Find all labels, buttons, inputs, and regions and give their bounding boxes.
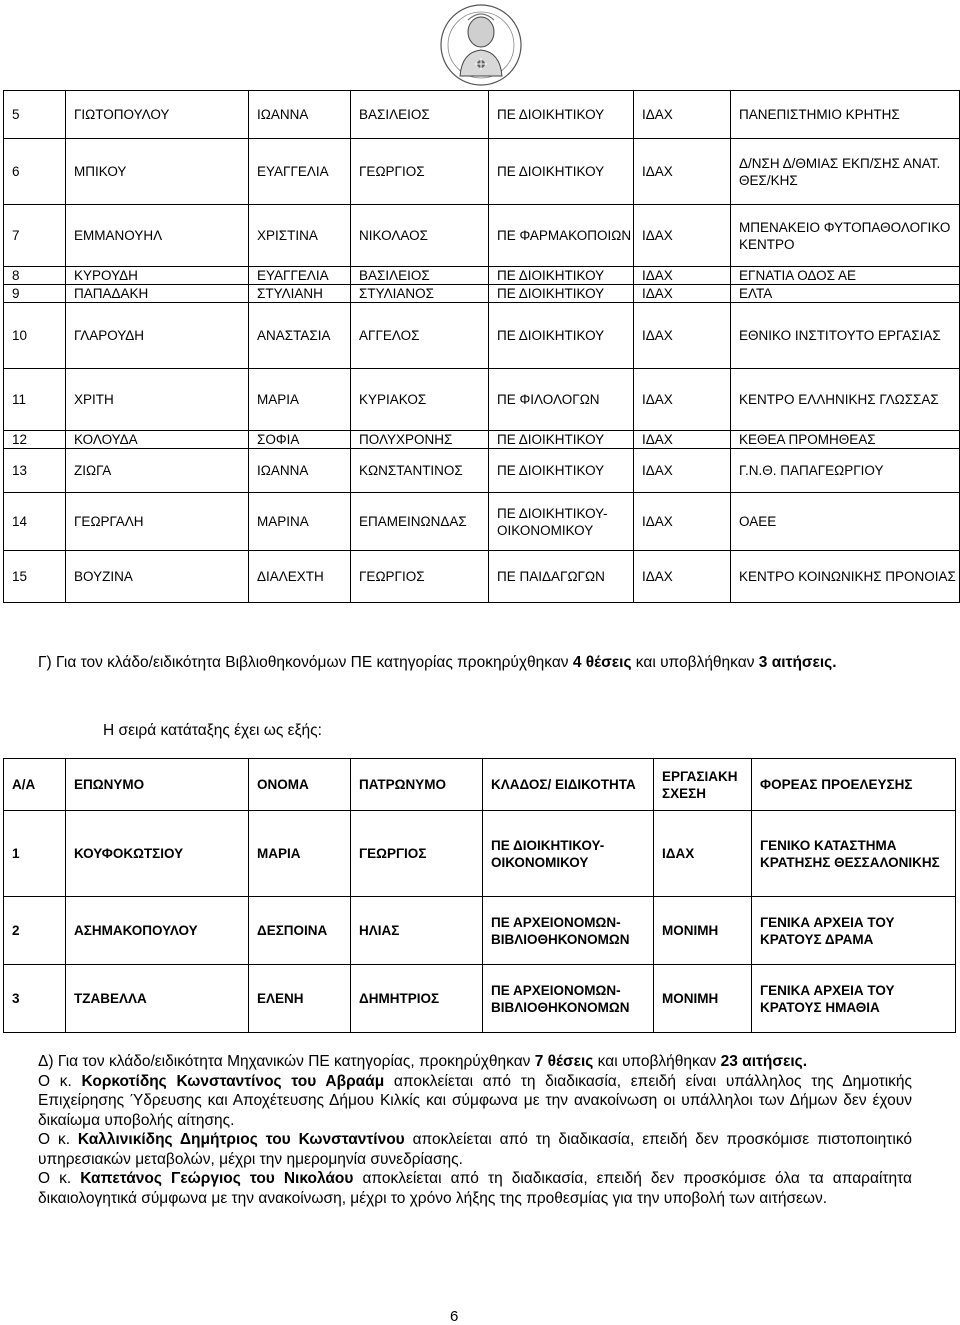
cell-branch: ΠΕ ΔΙΟΙΚΗΤΙΚΟΥ [489, 267, 634, 285]
cell-aa: 11 [4, 369, 66, 431]
table-row [4, 285, 960, 303]
cell-origin: Γ.Ν.Θ. ΠΑΠΑΓΕΩΡΓΙΟΥ [731, 449, 960, 493]
cell-surname: ΓΕΩΡΓΑΛΗ [66, 493, 249, 551]
cell-relation: ΙΔΑΧ [654, 811, 752, 897]
cell-father: ΠΟΛΥΧΡΟΝΗΣ [351, 431, 489, 449]
table-row [4, 91, 960, 139]
section-g-paragraph [38, 653, 912, 673]
cell-aa: 10 [4, 303, 66, 369]
table-header-row [4, 759, 956, 811]
cell-aa: 5 [4, 91, 66, 139]
cell-aa: 8 [4, 267, 66, 285]
header-relation: ΕΡΓΑΣΙΑΚΗ ΣΧΕΣΗ [654, 759, 752, 811]
section-g-applications: 3 αιτήσεις. [758, 654, 837, 671]
cell-father: ΓΕΩΡΓΙΟΣ [351, 551, 489, 603]
exclusion-2-prefix: Ο κ. [38, 1131, 78, 1148]
cell-relation: ΙΔΑΧ [634, 285, 731, 303]
header-name: ΟΝΟΜΑ [249, 759, 351, 811]
cell-name: ΜΑΡΙΝΑ [249, 493, 351, 551]
table-row [4, 551, 960, 603]
cell-aa: 12 [4, 431, 66, 449]
cell-surname: ΜΠΙΚΟΥ [66, 139, 249, 205]
exclusion-1-text: αποκλείεται από τη διαδικασία, επειδή είναι υπάλληλος της Δημοτικής Επιχείρησης Ύδρευσης και Αποχέτευσης Δήμου Κιλκίς και σύμφωνα με την ανακοίνωση οι υπάλληλοι των Δήμων δεν έχουν δικαίωμα υποβολής αίτησης. [38, 1072, 912, 1129]
cell-surname: ΚΥΡΟΥΔΗ [66, 267, 249, 285]
cell-surname: ΚΟΥΦΟΚΩΤΣΙΟΥ [66, 811, 249, 897]
cell-origin: ΚΕΝΤΡΟ ΕΛΛΗΝΙΚΗΣ ΓΛΩΣΣΑΣ [731, 369, 960, 431]
cell-relation: ΙΔΑΧ [634, 369, 731, 431]
table-row [4, 369, 960, 431]
section-g-positions: 4 θέσεις [572, 654, 632, 671]
cell-branch: ΠΕ ΔΙΟΙΚΗΤΙΚΟΥ [489, 449, 634, 493]
section-d-applications: 23 αιτήσεις. [720, 1053, 808, 1070]
cell-origin: ΓΕΝΙΚΑ ΑΡΧΕΙΑ ΤΟΥ ΚΡΑΤΟΥΣ ΗΜΑΘΙΑ [752, 965, 956, 1033]
table-row [4, 493, 960, 551]
exclusion-1-prefix: Ο κ. [38, 1072, 82, 1090]
cell-father: ΒΑΣΙΛΕΙΟΣ [351, 267, 489, 285]
cell-branch: ΠΕ ΔΙΟΙΚΗΤΙΚΟΥ [489, 431, 634, 449]
cell-origin: ΕΛΤΑ [731, 285, 960, 303]
cell-father: ΚΥΡΙΑΚΟΣ [351, 369, 489, 431]
section-g-text-1: Γ) Για τον κλάδο/ειδικότητα Βιβλιοθηκονόμων ΠΕ κατηγορίας προκηρύχθηκαν [38, 654, 573, 671]
cell-father: ΝΙΚΟΛΑΟΣ [351, 205, 489, 267]
cell-father: ΚΩΝΣΤΑΝΤΙΝΟΣ [351, 449, 489, 493]
cell-branch: ΠΕ ΔΙΟΙΚΗΤΙΚΟΥ [489, 303, 634, 369]
ranking-intro: Η σειρά κατάταξης έχει ως εξής: [103, 722, 322, 739]
cell-aa: 2 [4, 897, 66, 965]
cell-father: ΓΕΩΡΓΙΟΣ [351, 139, 489, 205]
cell-relation: ΙΔΑΧ [634, 551, 731, 603]
cell-father: ΕΠΑΜΕΙΝΩΝΔΑΣ [351, 493, 489, 551]
librarians-ranking-table [3, 758, 956, 1033]
cell-aa: 15 [4, 551, 66, 603]
exclusion-1-name: Κορκοτίδης Κωνσταντίνος του Αβραάμ [81, 1072, 385, 1090]
cell-father: ΗΛΙΑΣ [351, 897, 483, 965]
section-d-text-1: Δ) Για τον κλάδο/ειδικότητα Μηχανικών ΠΕ κατηγορίας, προκηρύχθηκαν [38, 1053, 535, 1070]
cell-relation: ΙΔΑΧ [634, 493, 731, 551]
cell-origin: ΕΘΝΙΚΟ ΙΝΣΤΙΤΟΥΤΟ ΕΡΓΑΣΙΑΣ [731, 303, 960, 369]
cell-surname: ΖΙΩΓΑ [66, 449, 249, 493]
cell-origin: ΜΠΕΝΑΚΕΙΟ ΦΥΤΟΠΑΘΟΛΟΓΙΚΟ ΚΕΝΤΡΟ [731, 205, 960, 267]
exclusion-2-text: αποκλείεται από τη διαδικασία, επειδή δεν προσκόμισε πιστοποιητικό υπηρεσιακών μεταβολών, μέχρι την ημερομηνία συνεδρίασης. [38, 1131, 912, 1168]
cell-relation: ΙΔΑΧ [634, 303, 731, 369]
table-row [4, 267, 960, 285]
cell-name: ΔΙΑΛΕΧΤΗ [249, 551, 351, 603]
cell-name: ΣΤΥΛΙΑΝΗ [249, 285, 351, 303]
exclusion-3-name: Καπετάνος Γεώργιος του Νικολάου [80, 1170, 354, 1187]
cell-name: ΜΑΡΙΑ [249, 811, 351, 897]
cell-origin: ΚΕΝΤΡΟ ΚΟΙΝΩΝΙΚΗΣ ΠΡΟΝΟΙΑΣ [731, 551, 960, 603]
header-father: ΠΑΤΡΩΝΥΜΟ [351, 759, 483, 811]
cell-aa: 14 [4, 493, 66, 551]
header-aa: Α/Α [4, 759, 66, 811]
cell-origin: ΓΕΝΙΚΑ ΑΡΧΕΙΑ ΤΟΥ ΚΡΑΤΟΥΣ ΔΡΑΜΑ [752, 897, 956, 965]
header-origin: ΦΟΡΕΑΣ ΠΡΟΕΛΕΥΣΗΣ [752, 759, 956, 811]
cell-surname: ΧΡΙΤΗ [66, 369, 249, 431]
cell-branch: ΠΕ ΑΡΧΕΙΟΝΟΜΩΝ-ΒΙΒΛΙΟΘΗΚΟΝΟΜΩΝ [483, 965, 654, 1033]
cell-origin: ΕΓΝΑΤΙΑ ΟΔΟΣ ΑΕ [731, 267, 960, 285]
page-number: 6 [450, 1308, 459, 1325]
cell-father: ΓΕΩΡΓΙΟΣ [351, 811, 483, 897]
cell-father: ΣΤΥΛΙΑΝΟΣ [351, 285, 489, 303]
cell-origin: ΠΑΝΕΠΙΣΤΗΜΙΟ ΚΡΗΤΗΣ [731, 91, 960, 139]
cell-branch: ΠΕ ΦΙΛΟΛΟΓΩΝ [489, 369, 634, 431]
section-d-text-2: και υποβλήθηκαν [593, 1053, 721, 1070]
section-g-text-2: και υποβλήθηκαν [631, 654, 759, 671]
cell-surname: ΚΟΛΟΥΔΑ [66, 431, 249, 449]
header-branch: ΚΛΑΔΟΣ/ ΕΙΔΙΚΟΤΗΤΑ [483, 759, 654, 811]
cell-name: ΑΝΑΣΤΑΣΙΑ [249, 303, 351, 369]
cell-name: ΧΡΙΣΤΙΝΑ [249, 205, 351, 267]
cell-father: ΔΗΜΗΤΡΙΟΣ [351, 965, 483, 1033]
cell-relation: ΜΟΝΙΜΗ [654, 897, 752, 965]
cell-aa: 1 [4, 811, 66, 897]
cell-relation: ΙΔΑΧ [634, 267, 731, 285]
section-d-paragraph [38, 1052, 912, 1208]
table-row [4, 811, 956, 897]
cell-branch: ΠΕ ΠΑΙΔΑΓΩΓΩΝ [489, 551, 634, 603]
cell-surname: ΒΟΥΖΙΝΑ [66, 551, 249, 603]
cell-relation: ΙΔΑΧ [634, 139, 731, 205]
table-row [4, 139, 960, 205]
cell-name: ΔΕΣΠΟΙΝΑ [249, 897, 351, 965]
cell-origin: ΓΕΝΙΚΟ ΚΑΤΑΣΤΗΜΑ ΚΡΑΤΗΣΗΣ ΘΕΣΣΑΛΟΝΙΚΗΣ [752, 811, 956, 897]
table-row [4, 897, 956, 965]
table-row [4, 965, 956, 1033]
cell-origin: Δ/ΝΣΗ Δ/ΘΜΙΑΣ ΕΚΠ/ΣΗΣ ΑΝΑΤ. ΘΕΣ/ΚΗΣ [731, 139, 960, 205]
header-surname: ΕΠΩΝΥΜΟ [66, 759, 249, 811]
section-d-positions: 7 θέσεις [534, 1053, 594, 1070]
cell-surname: ΠΑΠΑΔΑΚΗ [66, 285, 249, 303]
cell-name: ΙΩΑΝΝΑ [249, 91, 351, 139]
cell-relation: ΙΔΑΧ [634, 91, 731, 139]
cell-aa: 6 [4, 139, 66, 205]
cell-surname: ΓΛΑΡΟΥΔΗ [66, 303, 249, 369]
cell-name: ΕΥΑΓΓΕΛΙΑ [249, 267, 351, 285]
table-row [4, 431, 960, 449]
cell-surname: ΤΖΑΒΕΛΛΑ [66, 965, 249, 1033]
cell-name: ΙΩΑΝΝΑ [249, 449, 351, 493]
cell-name: ΕΛΕΝΗ [249, 965, 351, 1033]
exclusion-3-text: αποκλείεται από τη διαδικασία, επειδή δεν προσκόμισε όλα τα απαραίτητα δικαιολογητικά σύμφωνα με την ανακοίνωση, μέχρι το χρόνο λήξης της προθεσμίας για την υποβολή των αιτήσεων. [38, 1170, 912, 1207]
university-seal-icon [422, 2, 540, 88]
exclusion-3 [38, 1169, 912, 1208]
cell-aa: 13 [4, 449, 66, 493]
exclusion-3-prefix: Ο κ. [38, 1170, 81, 1187]
exclusion-1 [38, 1072, 912, 1131]
cell-origin: ΚΕΘΕΑ ΠΡΟΜΗΘΕΑΣ [731, 431, 960, 449]
cell-branch: ΠΕ ΔΙΟΙΚΗΤΙΚΟΥ [489, 139, 634, 205]
table-row [4, 449, 960, 493]
table-row [4, 205, 960, 267]
cell-aa: 7 [4, 205, 66, 267]
cell-aa: 9 [4, 285, 66, 303]
cell-name: ΣΟΦΙΑ [249, 431, 351, 449]
cell-relation: ΙΔΑΧ [634, 449, 731, 493]
cell-father: ΑΓΓΕΛΟΣ [351, 303, 489, 369]
cell-surname: ΑΣΗΜΑΚΟΠΟΥΛΟΥ [66, 897, 249, 965]
exclusion-2 [38, 1130, 912, 1169]
cell-name: ΜΑΡΙΑ [249, 369, 351, 431]
cell-relation: ΙΔΑΧ [634, 431, 731, 449]
cell-relation: ΙΔΑΧ [634, 205, 731, 267]
cell-origin: ΟΑΕΕ [731, 493, 960, 551]
candidates-table-continued [3, 90, 960, 603]
cell-branch: ΠΕ ΔΙΟΙΚΗΤΙΚΟΥ [489, 91, 634, 139]
cell-aa: 3 [4, 965, 66, 1033]
cell-branch: ΠΕ ΑΡΧΕΙΟΝΟΜΩΝ-ΒΙΒΛΙΟΘΗΚΟΝΟΜΩΝ [483, 897, 654, 965]
cell-branch: ΠΕ ΔΙΟΙΚΗΤΙΚΟΥ-ΟΙΚΟΝΟΜΙΚΟΥ [489, 493, 634, 551]
cell-surname: ΓΙΩΤΟΠΟΥΛΟΥ [66, 91, 249, 139]
cell-name: ΕΥΑΓΓΕΛΙΑ [249, 139, 351, 205]
cell-relation: ΜΟΝΙΜΗ [654, 965, 752, 1033]
cell-father: ΒΑΣΙΛΕΙΟΣ [351, 91, 489, 139]
cell-branch: ΠΕ ΔΙΟΙΚΗΤΙΚΟΥ-ΟΙΚΟΝΟΜΙΚΟΥ [483, 811, 654, 897]
cell-branch: ΠΕ ΔΙΟΙΚΗΤΙΚΟΥ [489, 285, 634, 303]
cell-surname: ΕΜΜΑΝΟΥΗΛ [66, 205, 249, 267]
exclusion-2-name: Καλλινικίδης Δημήτριος του Κωνσταντίνου [77, 1131, 405, 1148]
cell-branch: ΠΕ ΦΑΡΜΑΚΟΠΟΙΩΝ [489, 205, 634, 267]
table-row [4, 303, 960, 369]
